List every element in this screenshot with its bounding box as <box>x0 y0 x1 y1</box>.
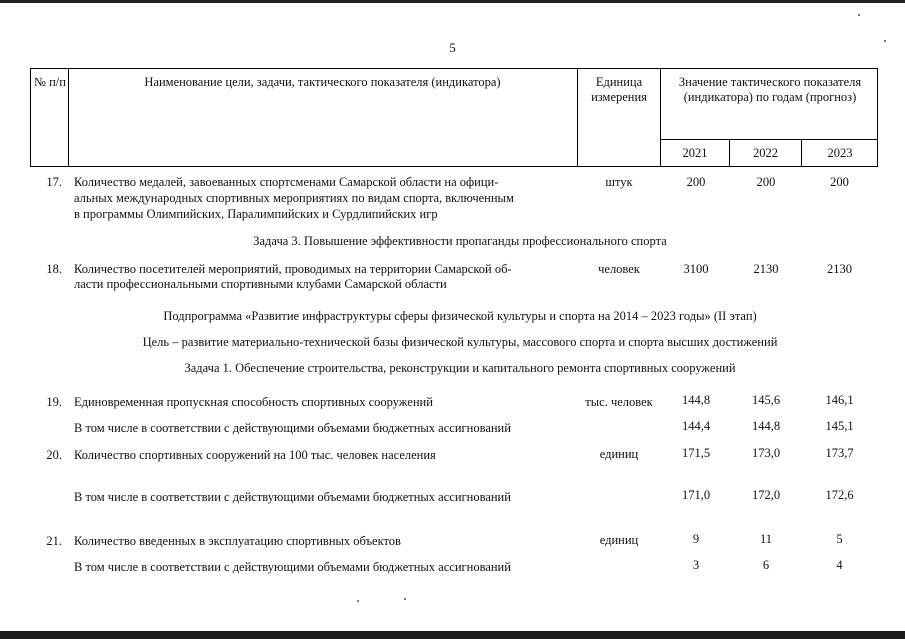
value-2021: 144,8 <box>681 393 711 407</box>
value-2022: 11 <box>759 532 773 546</box>
header-col-unit: Единица измерения <box>591 75 647 104</box>
header-year: 2022 <box>753 146 778 160</box>
value-2023: 172,6 <box>825 488 854 502</box>
row-number: 19. <box>46 395 62 409</box>
value-2023: 5 <box>836 532 843 546</box>
value-2023: 145,1 <box>825 419 854 433</box>
row-divider <box>660 139 878 140</box>
row-unit: штук <box>605 175 633 189</box>
column-divider <box>729 139 730 167</box>
scan-speck <box>404 598 406 600</box>
task-heading: Задача 3. Повышение эффективности пропаганды профессионального спорта <box>253 234 667 248</box>
value-2022: 145,6 <box>751 393 781 407</box>
row-name-line: альных международных спортивных мероприятиях по видам спорта, включенным <box>74 191 514 205</box>
subprogram-heading: Подпрограмма «Развитие инфраструктуры сферы физической культуры и спорта на 2014 – 2023 годы» (II этап) <box>163 309 757 323</box>
header-col-number: № п/п <box>34 75 66 89</box>
row-number: 17. <box>46 175 62 189</box>
column-divider <box>801 139 802 167</box>
value-2022: 172,0 <box>751 488 781 502</box>
row-name-line: В том числе в соответствии с действующими объемами бюджетных ассигнований <box>74 490 511 504</box>
scan-border-top <box>0 0 905 3</box>
row-name-line: Количество введенных в эксплуатацию спортивных объектов <box>74 534 401 548</box>
value-2023: 4 <box>836 558 843 572</box>
scan-border-bottom <box>0 631 905 639</box>
row-number: 20. <box>46 448 62 462</box>
row-unit: человек <box>598 262 640 276</box>
goal-heading: Цель – развитие материально-технической базы физической культуры, массового спорта и спорта высших достижений <box>142 335 778 349</box>
task-heading: Задача 1. Обеспечение строительства, реконструкции и капитального ремонта спортивных сооружений <box>184 361 736 375</box>
row-unit: единиц <box>599 447 639 461</box>
column-divider <box>577 68 578 167</box>
column-divider <box>660 68 661 167</box>
header-col-value: Значение тактического показателя (индикатора) по годам (прогноз) <box>678 75 862 104</box>
header-year: 2021 <box>682 146 708 160</box>
row-unit: единиц <box>599 533 639 547</box>
header-col-name: Наименование цели, задачи, тактического показателя (индикатора) <box>144 75 501 89</box>
value-2022: 200 <box>756 175 776 189</box>
value-2022: 2130 <box>753 262 779 276</box>
value-2023: 173,7 <box>825 446 854 460</box>
row-name-line: Количество медалей, завоеванных спортсменами Самарской области на офици- <box>74 175 499 189</box>
value-2021: 3 <box>692 558 700 572</box>
value-2023: 146,1 <box>825 393 854 407</box>
value-2021: 9 <box>692 532 700 546</box>
scan-speck <box>357 600 359 602</box>
row-name-line: в программы Олимпийских, Паралимпийских и Сурдлипийских игр <box>74 207 438 221</box>
value-2021: 171,5 <box>681 446 711 460</box>
table-header <box>30 68 878 167</box>
value-2021: 200 <box>686 175 706 189</box>
header-year: 2023 <box>827 146 853 160</box>
value-2021: 3100 <box>683 262 709 276</box>
row-name-line: В том числе в соответствии с действующими объемами бюджетных ассигнований <box>74 421 511 435</box>
row-name-line: Единовременная пропускная способность спортивных сооружений <box>74 395 433 409</box>
row-unit: тыс. человек <box>585 395 653 409</box>
row-name-line: Количество спортивных сооружений на 100 тыс. человек населения <box>74 448 436 462</box>
row-name-line: ласти профессиональными спортивными клубами Самарской области <box>74 277 447 291</box>
value-2022: 6 <box>762 558 770 572</box>
value-2023: 200 <box>830 175 849 189</box>
value-2022: 173,0 <box>751 446 781 460</box>
value-2021: 144,4 <box>681 419 711 433</box>
value-2023: 2130 <box>827 262 852 276</box>
row-number: 21. <box>46 534 62 548</box>
value-2021: 171,0 <box>681 488 711 502</box>
value-2022: 144,8 <box>751 419 781 433</box>
row-name-line: Количество посетителей мероприятий, проводимых на территории Самарской об- <box>74 262 512 276</box>
column-divider <box>68 68 69 167</box>
row-name-line: В том числе в соответствии с действующими объемами бюджетных ассигнований <box>74 560 511 574</box>
page-number: 5 <box>449 40 456 55</box>
scan-speck <box>858 14 860 16</box>
row-number: 18. <box>46 262 62 276</box>
